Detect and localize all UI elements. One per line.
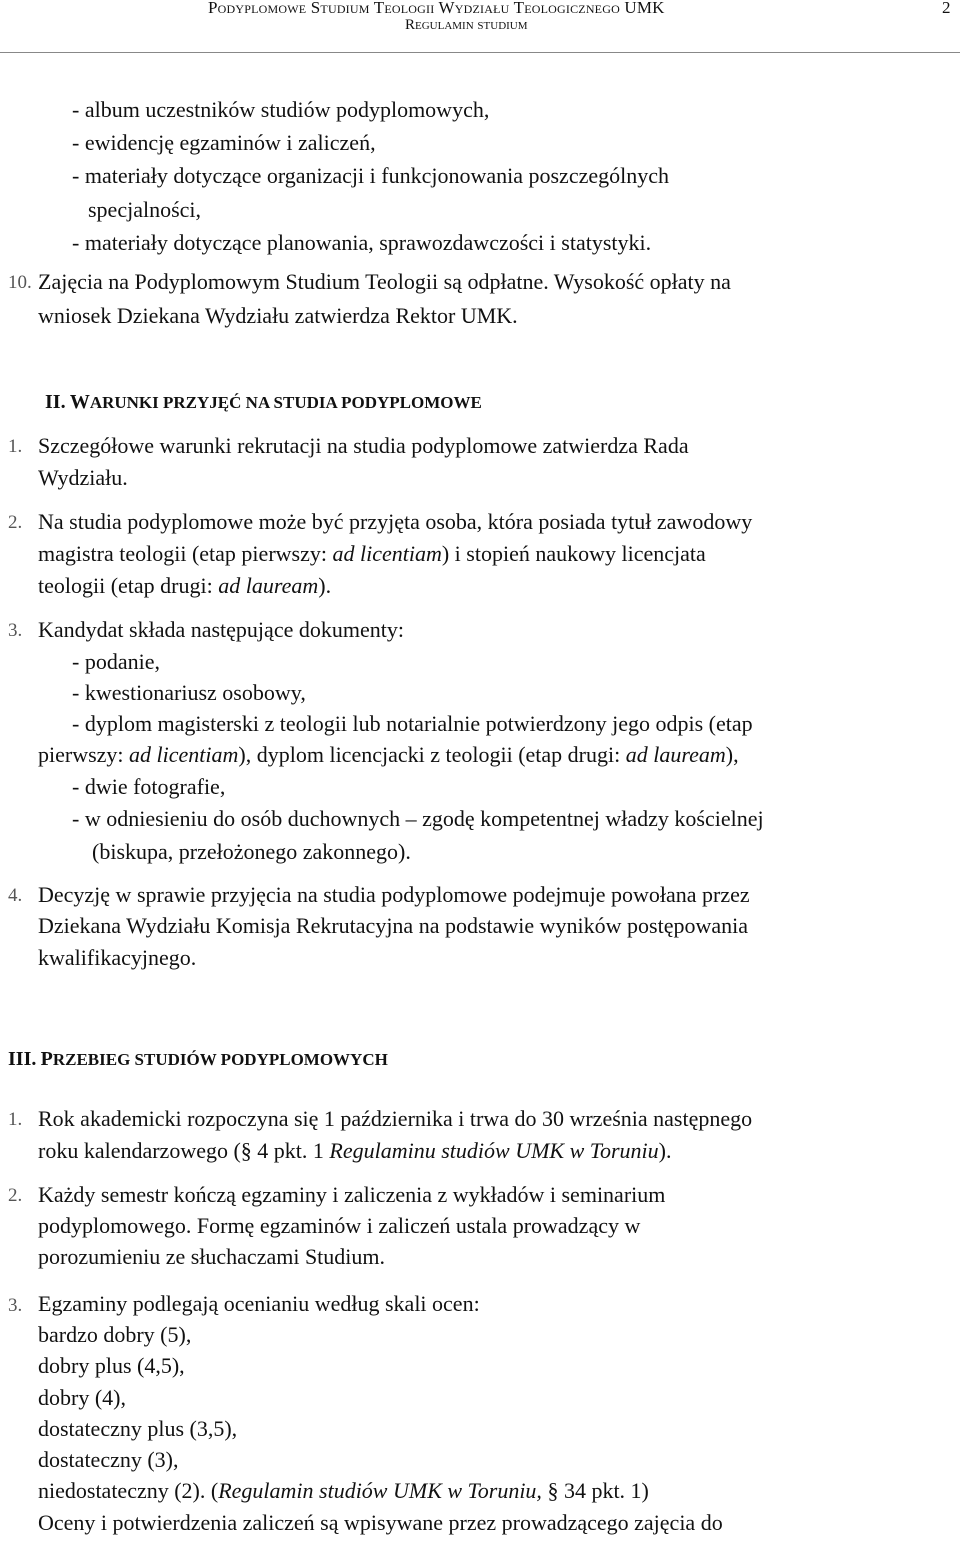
section-heading: III. PRZEBIEG STUDIÓW PODYPLOMOWYCH (8, 1048, 388, 1070)
paragraph-line: teologii (etap drugi: ad lauream). (38, 573, 332, 598)
list-item: - podanie, (72, 649, 160, 674)
section-heading: II. WARUNKI PRZYJĘĆ NA STUDIA PODYPLOMOWE (45, 391, 482, 413)
list-item: - album uczestników studiów podyplomowych, (72, 97, 490, 122)
page-number: 2 (942, 0, 951, 17)
paragraph-line: Szczegółowe warunki rekrutacji na studia podyplomowe zatwierdza Rada (38, 433, 689, 458)
paragraph-line: Kandydat składa następujące dokumenty: (38, 617, 404, 642)
list-item: pierwszy: ad licentiam), dyplom licencjacki z teologii (etap drugi: ad lauream), (38, 742, 739, 767)
grade-item: dobry plus (4,5), (38, 1353, 185, 1378)
item-number: 3. (8, 620, 23, 641)
item-number: 2. (8, 512, 23, 533)
list-item: - materiały dotyczące planowania, sprawozdawczości i statystyki. (72, 230, 652, 255)
paragraph-line: wniosek Dziekana Wydziału zatwierdza Rektor UMK. (38, 303, 518, 328)
list-item: - w odniesieniu do osób duchownych – zgodę kompetentnej władzy kościelnej (72, 806, 764, 831)
header-subtitle: Regulamin studium (405, 17, 528, 33)
grade-item: dostateczny plus (3,5), (38, 1416, 238, 1441)
list-item: specjalności, (88, 197, 202, 222)
paragraph-line: podyplomowego. Formę egzaminów i zaliczeń ustala prowadzący w (38, 1213, 641, 1238)
paragraph-line: Dziekana Wydziału Komisja Rekrutacyjna na podstawie wyników postępowania (38, 913, 749, 938)
item-number: 1. (8, 1109, 23, 1130)
item-number: 2. (8, 1185, 23, 1206)
item-number: 1. (8, 436, 23, 457)
list-item: - ewidencję egzaminów i zaliczeń, (72, 130, 376, 155)
grade-item: bardzo dobry (5), (38, 1322, 192, 1347)
page-header (0, 0, 960, 60)
paragraph-line: porozumieniu ze słuchaczami Studium. (38, 1244, 386, 1269)
paragraph-line: Rok akademicki rozpoczyna się 1 października i trwa do 30 września następnego (38, 1106, 753, 1131)
paragraph-line: kwalifikacyjnego. (38, 945, 197, 970)
list-item: - kwestionariusz osobowy, (72, 680, 306, 705)
paragraph-line: Na studia podyplomowe może być przyjęta osoba, która posiada tytuł zawodowy (38, 509, 753, 534)
item-number: 4. (8, 885, 23, 906)
item-number: 3. (8, 1295, 23, 1316)
list-item: - dyplom magisterski z teologii lub notarialnie potwierdzony jego odpis (etap (72, 711, 753, 736)
list-item: (biskupa, przełożonego zakonnego). (92, 839, 411, 864)
paragraph-line: roku kalendarzowego (§ 4 pkt. 1 Regulaminu studiów UMK w Toruniu). (38, 1138, 672, 1163)
list-item: - materiały dotyczące organizacji i funkcjonowania poszczególnych (72, 163, 669, 188)
paragraph-line: Oceny i potwierdzenia zaliczeń są wpisywane przez prowadzącego zajęcia do (38, 1510, 723, 1535)
grade-item: dobry (4), (38, 1385, 126, 1410)
paragraph-line: Każdy semestr kończą egzaminy i zaliczenia z wykładów i seminarium (38, 1182, 666, 1207)
grade-item: dostateczny (3), (38, 1447, 179, 1472)
paragraph-line: Egzaminy podlegają ocenianiu według skali ocen: (38, 1291, 480, 1316)
paragraph-line: magistra teologii (etap pierwszy: ad licentiam) i stopień naukowy licencjata (38, 541, 706, 566)
paragraph-line: Decyzję w sprawie przyjęcia na studia podyplomowe podejmuje powołana przez (38, 882, 750, 907)
header-title: Podyplomowe Studium Teologii Wydziału Teologicznego UMK (208, 0, 665, 17)
grade-item: niedostateczny (2). (Regulamin studiów UMK w Toruniu, § 34 pkt. 1) (38, 1478, 649, 1503)
paragraph-line: Wydziału. (38, 465, 128, 490)
list-item: - dwie fotografie, (72, 774, 226, 799)
paragraph-line: Zajęcia na Podyplomowym Studium Teologii są odpłatne. Wysokość opłaty na (38, 269, 731, 294)
item-number: 10. (8, 272, 32, 293)
header-rule (0, 52, 960, 53)
